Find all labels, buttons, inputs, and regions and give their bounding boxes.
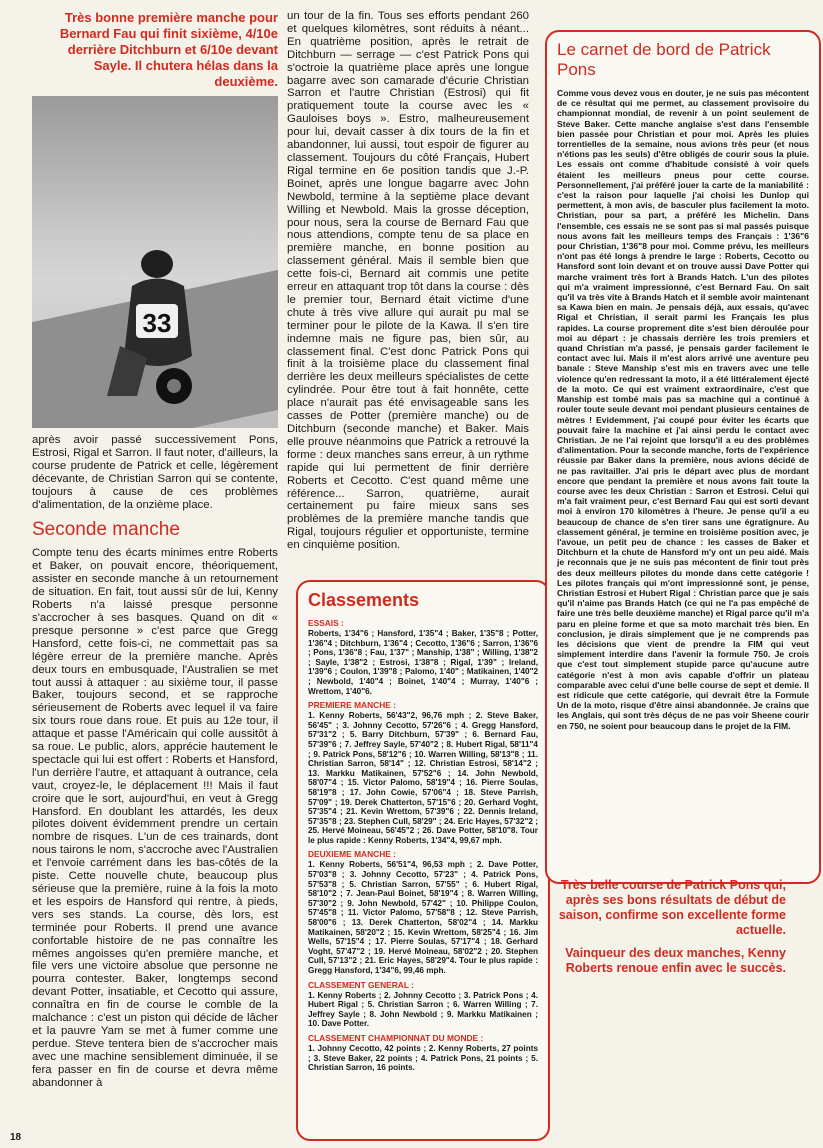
classements-title: Classements (308, 590, 420, 610)
motorcycle-image (102, 246, 212, 406)
caption-roberts: Vainqueur des deux manches, Kenny Roberts renoue enfin avec le succès. (565, 946, 786, 975)
article-text-col1-bottom: Compte tenu des écarts minimes entre Roberts et Baker, on pouvait encore, théoriquement, assister en seconde manche à un retournement de situation. En fait, tout aussi sûr de lui, Kenny Roberts n'a laissé presque personne s'accrocher à ses basques. Quand on dit « presque personne » c'est parce que Gregg Hansford, cette fois-ci, ne commettait pas sa légère erreur de la première manche. Après deux tours en embusquade, l'Australien se met tout aussi à attaquer : au sixième tour, il passe Baker, toujours second, et se rapproche sérieusement de Roberts avec lequel il va faire six tours roue dans roue. Et puis au 12e tour, il attaque et passe l'Américain qui colle aussitôt à sa roue. Le public, alors, apprécie hautement le spectacle qui lui est offert : Roberts et Hansford, l'un derrière l'autre, et attaquant à outrance, cela vaut, croyez-le, le déplacement !!! Mais il faut croire que le sort, aujourd'hui, en veut à Gregg Hansford. En doublant les attardés, les deux pilotes doivent évidemment prendre un certain nombre de risques. L'un de ces trainards, dont nous tairons le nom, s'accroche avec l'Australien et l'envoie carrément dans les bas-côtés de la piste. Cette nouvelle chute, beaucoup plus sérieuse que la première, ruine à la fois la moto et les espoirs de Hansford qui rentre, à pieds, vers ses stands. La course, dès lors, est terminée pour Roberts. Il prend une avance confortable histoire de ne pas connaître les mêmes angoisses qu'en première manche, et file vers une victoire absolue que personne ne pourra contester. Baker, longtemps second devant Potter, insatiable, et Cecotto qui assure, connaîtra en fin de course le comble de la malchance : c'est un piston qui décide de lâcher et la pauvre Yam se met à fumer comme une perdue. Steve tentera bien de s'accrocher mais avec une machine sensiblement diminuée, il se fera passer en fin de course et devra même abandonner à (32, 547, 278, 1089)
manche1-results: 1. Kenny Roberts, 56'43"2, 96,76 mph ; 2. Steve Baker, 56'45" ; 3. Johnny Cecotto, 57'26"6 ; 4. Gregg Hansford, 57'31"2 ; 5. Barry Ditchburn, 57'39" ; 6. Bernard Fau, 57'39"6 ; 7. Jeffrey Sayle, 57'40"2 ; 8. Hubert Rigal, 58'11"4 ; 9. Patrick Pons, 58'12"6 ; 10. Warren Willing, 58'13"8 ; 11. Christian Sarron, 58'14" ; 12. Christian Estrosi, 58'14"2 ; 13. Markku Matikainen, 57'52"6 ; 14. John Newbold, 58'07"4 ; 15. Victor Palomo, 58'19"4 ; 16. Pierre Soulas, 58'19"8 ; 17. John Cowie, 57'06"4 ; 18. Steve Parrish, 57'09" ; 19. Derek Chatterton, 57'15"6 ; 20. Gerhard Voght, 57'35"4 ; 21. Kevin Wrettom, 57'39"6 ; 22. Dennis Ireland, 57'35"8 ; 23. Stephen Cull, 58'29" ; 24. Eric Hayes, 57'32"2 ; 25. Hervé Moineau, 56'45"2 ; 26. Dave Potter, 58'10"8. Tour le plus rapide : Kenny Roberts, 1'34"4, 99,67 mph. (308, 711, 538, 845)
intro-caption: Très bonne première manche pour Bernard Fau qui finit sixième, 4/10e derrière Ditchburn et 6/10e devant Sayle. Il chutera hélas dans la deuxième. (59, 10, 278, 89)
race-photo (32, 96, 278, 428)
general-results: 1. Kenny Roberts ; 2. Johnny Cecotto ; 3. Patrick Pons ; 4. Hubert Rigal ; 5. Christian Sarron ; 6. Warren Willing ; 7. Jeffrey Sayle ; 8. John Newbold ; 9. Markku Matikainen ; 10. Dave Potter. (308, 990, 538, 1029)
essais-results: Roberts, 1'34"6 ; Hansford, 1'35"4 ; Baker, 1'35"8 ; Potter, 1'36"4 ; Ditchburn, 1'36"4 ; Cecotto, 1'36"6 ; Sarron, 1'36"6 ; Pons, 1'36"8 ; Fau, 1'37" ; Manship, 1'38" ; Willing, 1'38"2 ; Sayle, 1'38"2 ; Estrosi, 1'38"8 ; Rigal, 1'39" ; Ireland, 1'39"6 ; Coulon, 1'39"8 ; Palomo, 1'40" ; Matikainen, 1'40"2 ; Newbold, 1'40"4 ; Boinet, 1'40"4 ; Murray, 1'40"6 ; Wrettom, 1'40"6. (308, 629, 538, 696)
manche2-results: 1. Kenny Roberts, 56'51"4, 96,53 mph ; 2. Dave Potter, 57'03"8 ; 3. Johnny Cecotto, 57'23" ; 4. Patrick Pons, 57'53"8 ; 5. Christian Sarron, 57'55" ; 6. Hubert Rigal, 58'10"2 ; 7. Jean-Paul Boinet, 58'19"4 ; 8. Warren Willing, 57'30"2 ; 9. John Newbold, 57'42" ; 10. Philippe Coulon, 57'45"8 ; 11. Victor Palomo, 57'58"8 ; 12. Steve Parrish, 58'00"6 ; 13. Derek Chatterton, 58'02"4 ; 14. Markku Matikainen, 58'20"2 ; 15. Kevin Wrettom, 58'25"4 ; 16. Jim Wells, 57'15"4 ; 17. Pierre Soulas, 57'17"4 ; 18. Gerhard Voght, 57'47"2 ; 19. Hervé Moineau, 58'02"2 ; 20. Stephen Cull, 57'13"2 ; 21. Eric Hayes, 58'29"4. Tour le plus rapide : Gregg Hansford, 1'34"6, 99,46 mph. (308, 860, 538, 975)
seconde-manche-heading: Seconde manche (32, 519, 180, 541)
classements-box (296, 580, 550, 1141)
bike-number: 33 (142, 308, 172, 338)
championnat-results: 1. Johnny Cecotto, 42 points ; 2. Kenny Roberts, 27 points ; 3. Steve Baker, 22 points ; 4. Patrick Pons, 21 points ; 5. Christian Sarron, 16 points. (308, 1043, 538, 1073)
carnet-title: Le carnet de bord de Patrick Pons (557, 40, 771, 79)
championnat-heading: CLASSEMENT CHAMPIONNAT DU MONDE : (308, 1032, 484, 1043)
column-1 (32, 10, 278, 1090)
essais-heading: ESSAIS : (308, 618, 344, 628)
manche2-heading: DEUXIEME MANCHE : (308, 849, 396, 860)
carnet-text: Comme vous devez vous en douter, je ne suis pas mécontent de ce résultat qui me permet, au classement provisoire du championnat mondial, de revenir à un point seulement de Steve Baker. Cette manche anglaise s'est dans l'ensemble bien passée pour Christian et pour moi. Après les pluies torrentielles de la semaine, nous avions très peur (et nous n'étions pas les seuls) d'être obligés de courir sous la pluie. Les essais ont comme d'habitude consisté à voir quels étaient les meilleurs pneus pour cette course. Personnellement, j'ai préféré jouer la carte de la maniabilité : c'est la raison pour laquelle j'ai choisi les Dunlop qui permettent, à mon avis, de basculer plus facilement la moto. Christian, pour sa part, a préféré les Michelin. Dans l'ensemble, ces essais ne se sont pas si mal passés puisque nous avons fait les meilleurs temps des Français : 1'36"6 pour Christian, 1'36"8 pour moi. Comme prévu, les meilleurs n'ont pas été longs à prendre le large : Roberts, Cecotto ou Hansford sont loin devant et on trouve aussi Dave Potter qui marche vraiment très fort à Brands Hatch. L'un des pilotes qui m'a vraiment impressionné, c'est Bernard Fau. On sait qu'il va très vite à Brands Hatch et il semble avoir maintenant sa Kawa bien en main. Je pensais déjà, aux essais, qu'avec Rigal et Christian, il serait parmi les Français les plus rapides. La course proprement dite s'est bien déroulée pour moi au départ : je chassais derrière les trois premiers et quand Christian m'a passé, je pensais garder facilement le contact avec lui. Mais il m'est alors arrivé une aventure peu banale : Steve Manship s'est mis en travers avec une telle violence qu'en redressant la moto, il a été littéralement éjecté de la moto. Ce qui est vraiment extraordinaire, c'est que Manship est tombé mais pas sa machine qui a continué à rouler toute seule devant moi pendant plusieurs centaines de mètres ! Evidemment, j'ai coupé pour éviter les écarts que pouvait faire la machine et j'ai ainsi perdu le contact avec Christian. Je ne l'ai rejoint que lorsqu'il a eu des problèmes d'alimentation. Pour la seconde manche, forts de l'expérience réussie par Baker dans la première, nous avions décidé de ne pas ravitailler. J'ai pris le départ avec plus de mordant encore que pendant la première et nous avons fait toute la course avec les deux Christian : Sarron et Estrosi. Celui qui m'a fait vraiment peur, c'est Bernard Fau qui est sorti devant moi à environ 170 kilomètres à l'heure. Je pense qu'il a eu beaucoup de chance de s'en tirer sans une égratignure. Au classement général, je termine en troisième position avec, je l'avoue, un petit peu de chance : les casses de Baker et Ditchburn et la chute de Hansford m'y ont un peu aidé. Mais je reconnais que je ne suis pas mécontent de finir tout près des deux meilleurs pilotes du monde dans cette catégorie ! Les pilotes français qui m'ont impressionné sont, je pense, Christian Estrosi et Hubert Rigal : Christian parce que je sais qu'il n'aime pas Brands Hatch (ce qui ne l'a pas empêché de faire une très belle deuxième manche) et Rigal parce qu'il m'a paru en pleine forme et que sa moto marchait très bien. En conclusion, je dirais simplement que je ne comprends pas les décisions que vient de prendre la FIM qui veut simplement interdire dans l'avenir la formule 750. Je crois que c'est tout simplement stupide parce qu'aucune autre catégorie n'est à mon avis capable d'offrir un plateau comparable avec celui d'une belle course de sept et demie. Il est ridicule que cette catégorie, qui devrait être la Formule Un de la moto, risque d'être ainsi abandonnée. Je crains que les Anglais, qui sont très déçus de ne pas voir Sheene courir en 750, ne soient pour beaucoup dans le projet de la FIM. (557, 88, 809, 731)
carnet-de-bord-box (545, 30, 821, 884)
page-number: 18 (10, 1132, 22, 1143)
article-text-col1-top: après avoir passé successivement Pons, Estrosi, Rigal et Sarron. Il faut noter, d'ailleurs, la course prudente de Patrick et celle, légèrement décevante, de Christian Sarron qui se contente, toujours à cause de ces problèmes d'alimentation, de la onzième place. (32, 434, 278, 511)
general-heading: CLASSEMENT GENERAL : (308, 979, 414, 990)
column-2 (287, 10, 529, 552)
article-text-col2: un tour de la fin. Tous ses efforts pendant 260 et quelques kilomètres, sont réduits à néant... En quatrième position, après le retrait de Ditchburn — serrage — c'est Patrick Pons qui s'octroie la quatrième place après une longue bagarre avec son camarade d'écurie Christian Sarron et l'autre Christian (Estrosi) qui fit pratiquement toute la course avec les « Gauloises boys ». Estro, malheureusement pour lui, devait casser à dix tours de la fin et abandonner, lui aussi, tout espoir de figurer au classement. Toujours du côté Français, Hubert Rigal termine en 6e position tandis que J.-P. Boinet, après une longue bagarre avec John Newbold, termine à la septième place devant Willing et Newbold. Mais la grosse déception, pour nous, sera la course de Bernard Fau que nous attendions, compte tenu de sa place en première manche, en bonne position au classement général. Mais il semble bien que cette fois-ci, Bernard ait commis une petite erreur en attaquant trop tôt dans la course : dès le premier tour, Bernard était victime d'une chute à très vive allure qui aurait pu mal se terminer pour le pilote de la Kawa. Il s'en tire indemne mais ne figure pas, bien sûr, au classement final. C'est donc Patrick Pons qui finit à la troisième place du classement final derrière les deux meilleurs spécialistes de cette cylindrée. Pour être tout à fait honnête, cette place n'aurait pas été envisageable sans les casses de Potter (première manche) ou de Ditchburn (seconde manche) et Baker. Mais elle prouve néanmoins que Patrick a retrouvé la forme : deux manches sans erreur, à un rythme rapide qui lui permettent de finir derrière Roberts et Cecotto. C'est quand même une référence... Sarron, quatrième, aurait certainement pu faire mieux sans ses problèmes de la première manche tandis que Rigal, toujours régulier et opportuniste, termine en cinquième position. (287, 10, 529, 552)
manche1-heading: PREMIERE MANCHE : (308, 700, 396, 711)
caption-pons: Très belle course de Patrick Pons qui, après ses bons résultats de début de saison, confirme son excellente forme actuelle. (558, 878, 786, 937)
